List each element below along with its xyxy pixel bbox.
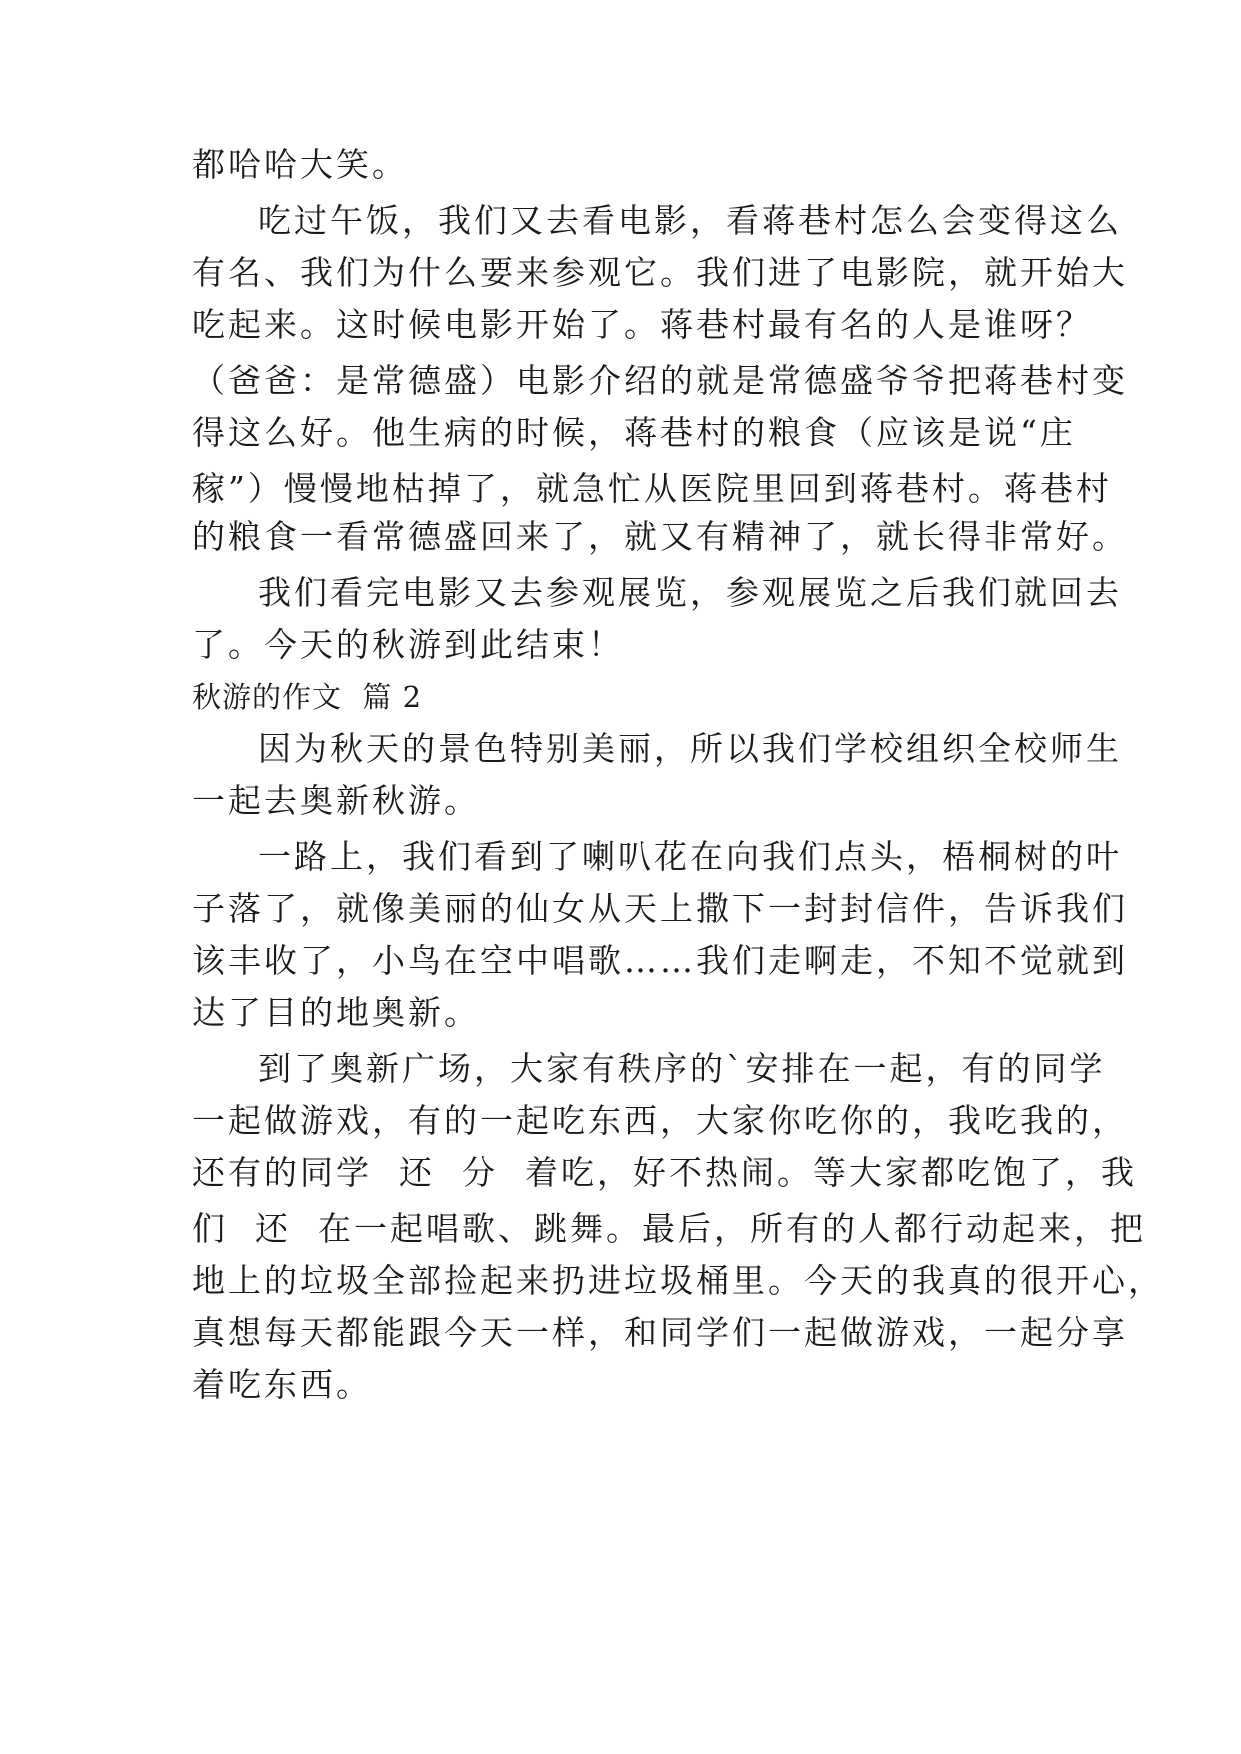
text-line: 该丰收了，小鸟在空中唱歌……我们走啊走，不知不觉就到	[192, 941, 1128, 980]
text-line: 还有的同学 还 分 着吃，好不热闹。等大家都吃饱了，我	[192, 1153, 1137, 1192]
section-heading: 秋游的作文 篇 2	[192, 680, 423, 714]
text-line: 都哈哈大笑。	[192, 145, 408, 184]
text-line: 得这么好。他生病的时候，蒋巷村的粮食（应该是说“庄	[192, 413, 1076, 452]
paragraph-first-line: 我们看完电影又去参观展览，参观展览之后我们就回去	[258, 573, 1122, 612]
text-line: 地上的垃圾全部捡起来扔进垃圾桶里。今天的我真的很开心，	[192, 1261, 1164, 1300]
paragraph-first-line: 一路上，我们看到了喇叭花在向我们点头，梧桐树的叶	[258, 837, 1122, 876]
text-line: 真想每天都能跟今天一样，和同学们一起做游戏，一起分享	[192, 1313, 1128, 1352]
text-line: 子落了，就像美丽的仙女从天上撒下一封封信件，告诉我们	[192, 889, 1128, 928]
text-line: 一起做游戏，有的一起吃东西，大家你吃你的，我吃我的，	[192, 1101, 1128, 1140]
text-line: 达了目的地奥新。	[192, 993, 480, 1032]
paragraph-first-line: 吃过午饭，我们又去看电影，看蒋巷村怎么会变得这么	[258, 201, 1122, 240]
text-line: （爸爸：是常德盛）电影介绍的就是常德盛爷爷把蒋巷村变	[192, 361, 1128, 400]
text-line: 吃起来。这时候电影开始了。蒋巷村最有名的人是谁呀？	[192, 305, 1092, 344]
text-line: 稼”）慢慢地枯掉了，就急忙从医院里回到蒋巷村。蒋巷村	[192, 469, 1112, 508]
text-line: 们 还 在一起唱歌、跳舞。最后，所有的人都行动起来，把	[192, 1209, 1146, 1248]
paragraph-first-line: 到了奥新广场，大家有秩序的`安排在一起，有的同学	[258, 1049, 1106, 1088]
text-line: 着吃东西。	[192, 1365, 372, 1404]
text-line: 了。今天的秋游到此结束！	[192, 625, 624, 664]
text-line: 的粮食一看常德盛回来了，就又有精神了，就长得非常好。	[192, 517, 1128, 556]
text-line: 一起去奥新秋游。	[192, 781, 480, 820]
text-line: 有名、我们为什么要来参观它。我们进了电影院，就开始大	[192, 253, 1128, 292]
paragraph-first-line: 因为秋天的景色特别美丽，所以我们学校组织全校师生	[258, 729, 1122, 768]
